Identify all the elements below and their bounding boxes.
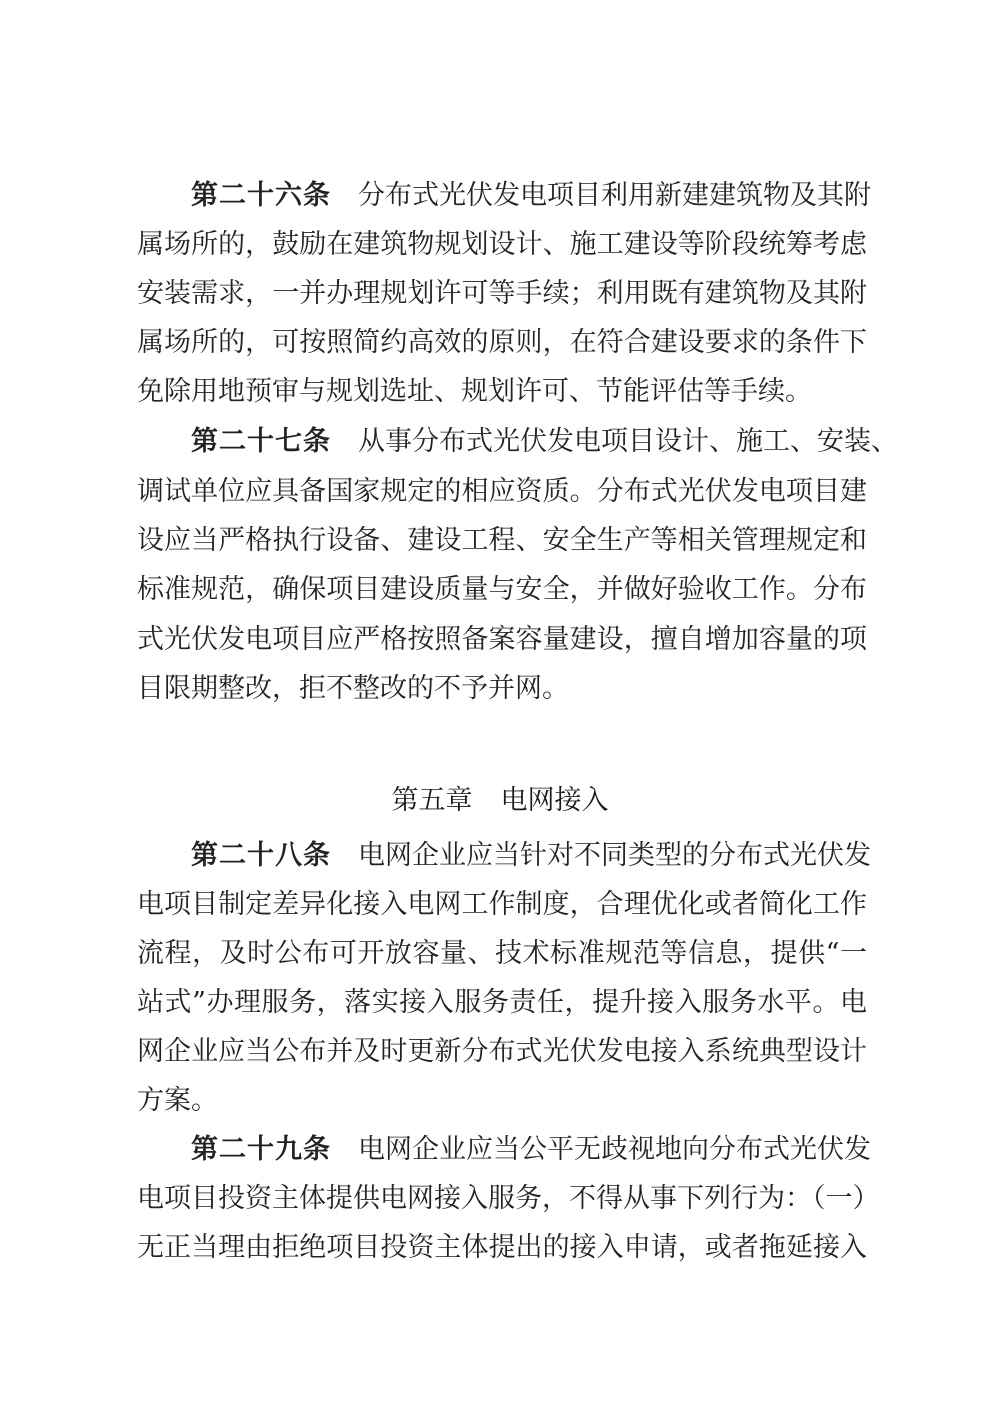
article-28-heading: 第二十八条 [191,840,331,871]
chapter-title: 电网接入 [500,785,609,816]
article-29-text-line-1: 电网企业应当公平无歧视地向分布式光伏发 [358,1134,871,1165]
article-26-text-line-2: 属场所的，鼓励在建筑物规划设计、施工建设等阶段统筹考虑 [137,229,867,260]
article-26-text-line-1: 分布式光伏发电项目利用新建建筑物及其附 [358,180,871,211]
article-27-text-line-5: 式光伏发电项目应严格按照备案容量建设，擅自增加容量的项 [137,624,867,655]
article-27-text-line-4: 标准规范，确保项目建设质量与安全，并做好验收工作。分布 [137,574,867,605]
article-27-text-line-1: 从事分布式光伏发电项目设计、施工、安装、 [358,426,898,457]
article-28-text-line-3: 流程，及时公布可开放容量、技术标准规范等信息，提供“一 [137,938,867,969]
chapter-number: 第五章 [391,785,473,816]
article-29-first-line [191,1124,871,1176]
article-29-text-line-3: 无正当理由拒绝项目投资主体提出的接入申请，或者拖延接入 [137,1232,867,1263]
article-27-first-line [191,416,898,468]
chapter-heading [0,775,1000,827]
article-27-text-line-6: 目限期整改，拒不整改的不予并网。 [137,673,569,704]
article-27-text-line-2: 调试单位应具备国家规定的相应资质。分布式光伏发电项目建 [137,476,867,507]
article-26-text-line-5: 免除用地预审与规划选址、规划许可、节能评估等手续。 [137,376,812,407]
article-27-heading: 第二十七条 [191,426,331,457]
article-26-text-line-3: 安装需求，一并办理规划许可等手续；利用既有建筑物及其附 [137,278,867,309]
article-27-text-line-3: 设应当严格执行设备、建设工程、安全生产等相关管理规定和 [137,525,867,556]
article-28-text-line-6: 方案。 [137,1085,218,1116]
article-28-first-line [191,830,871,882]
article-26-first-line [191,170,871,222]
article-29-heading: 第二十九条 [191,1134,331,1165]
article-28-text-line-5: 网企业应当公布并及时更新分布式光伏发电接入系统典型设计 [137,1036,867,1067]
article-29-text-line-2: 电项目投资主体提供电网接入服务，不得从事下列行为：（一） [137,1183,880,1214]
article-28-text-line-2: 电项目制定差异化接入电网工作制度，合理优化或者简化工作 [137,889,867,920]
article-28-text-line-1: 电网企业应当针对不同类型的分布式光伏发 [358,840,871,871]
article-26-text-line-4: 属场所的，可按照简约高效的原则，在符合建设要求的条件下 [137,327,867,358]
article-28-text-line-4: 站式”办理服务，落实接入服务责任，提升接入服务水平。电 [137,987,867,1018]
article-26-heading: 第二十六条 [191,180,331,211]
